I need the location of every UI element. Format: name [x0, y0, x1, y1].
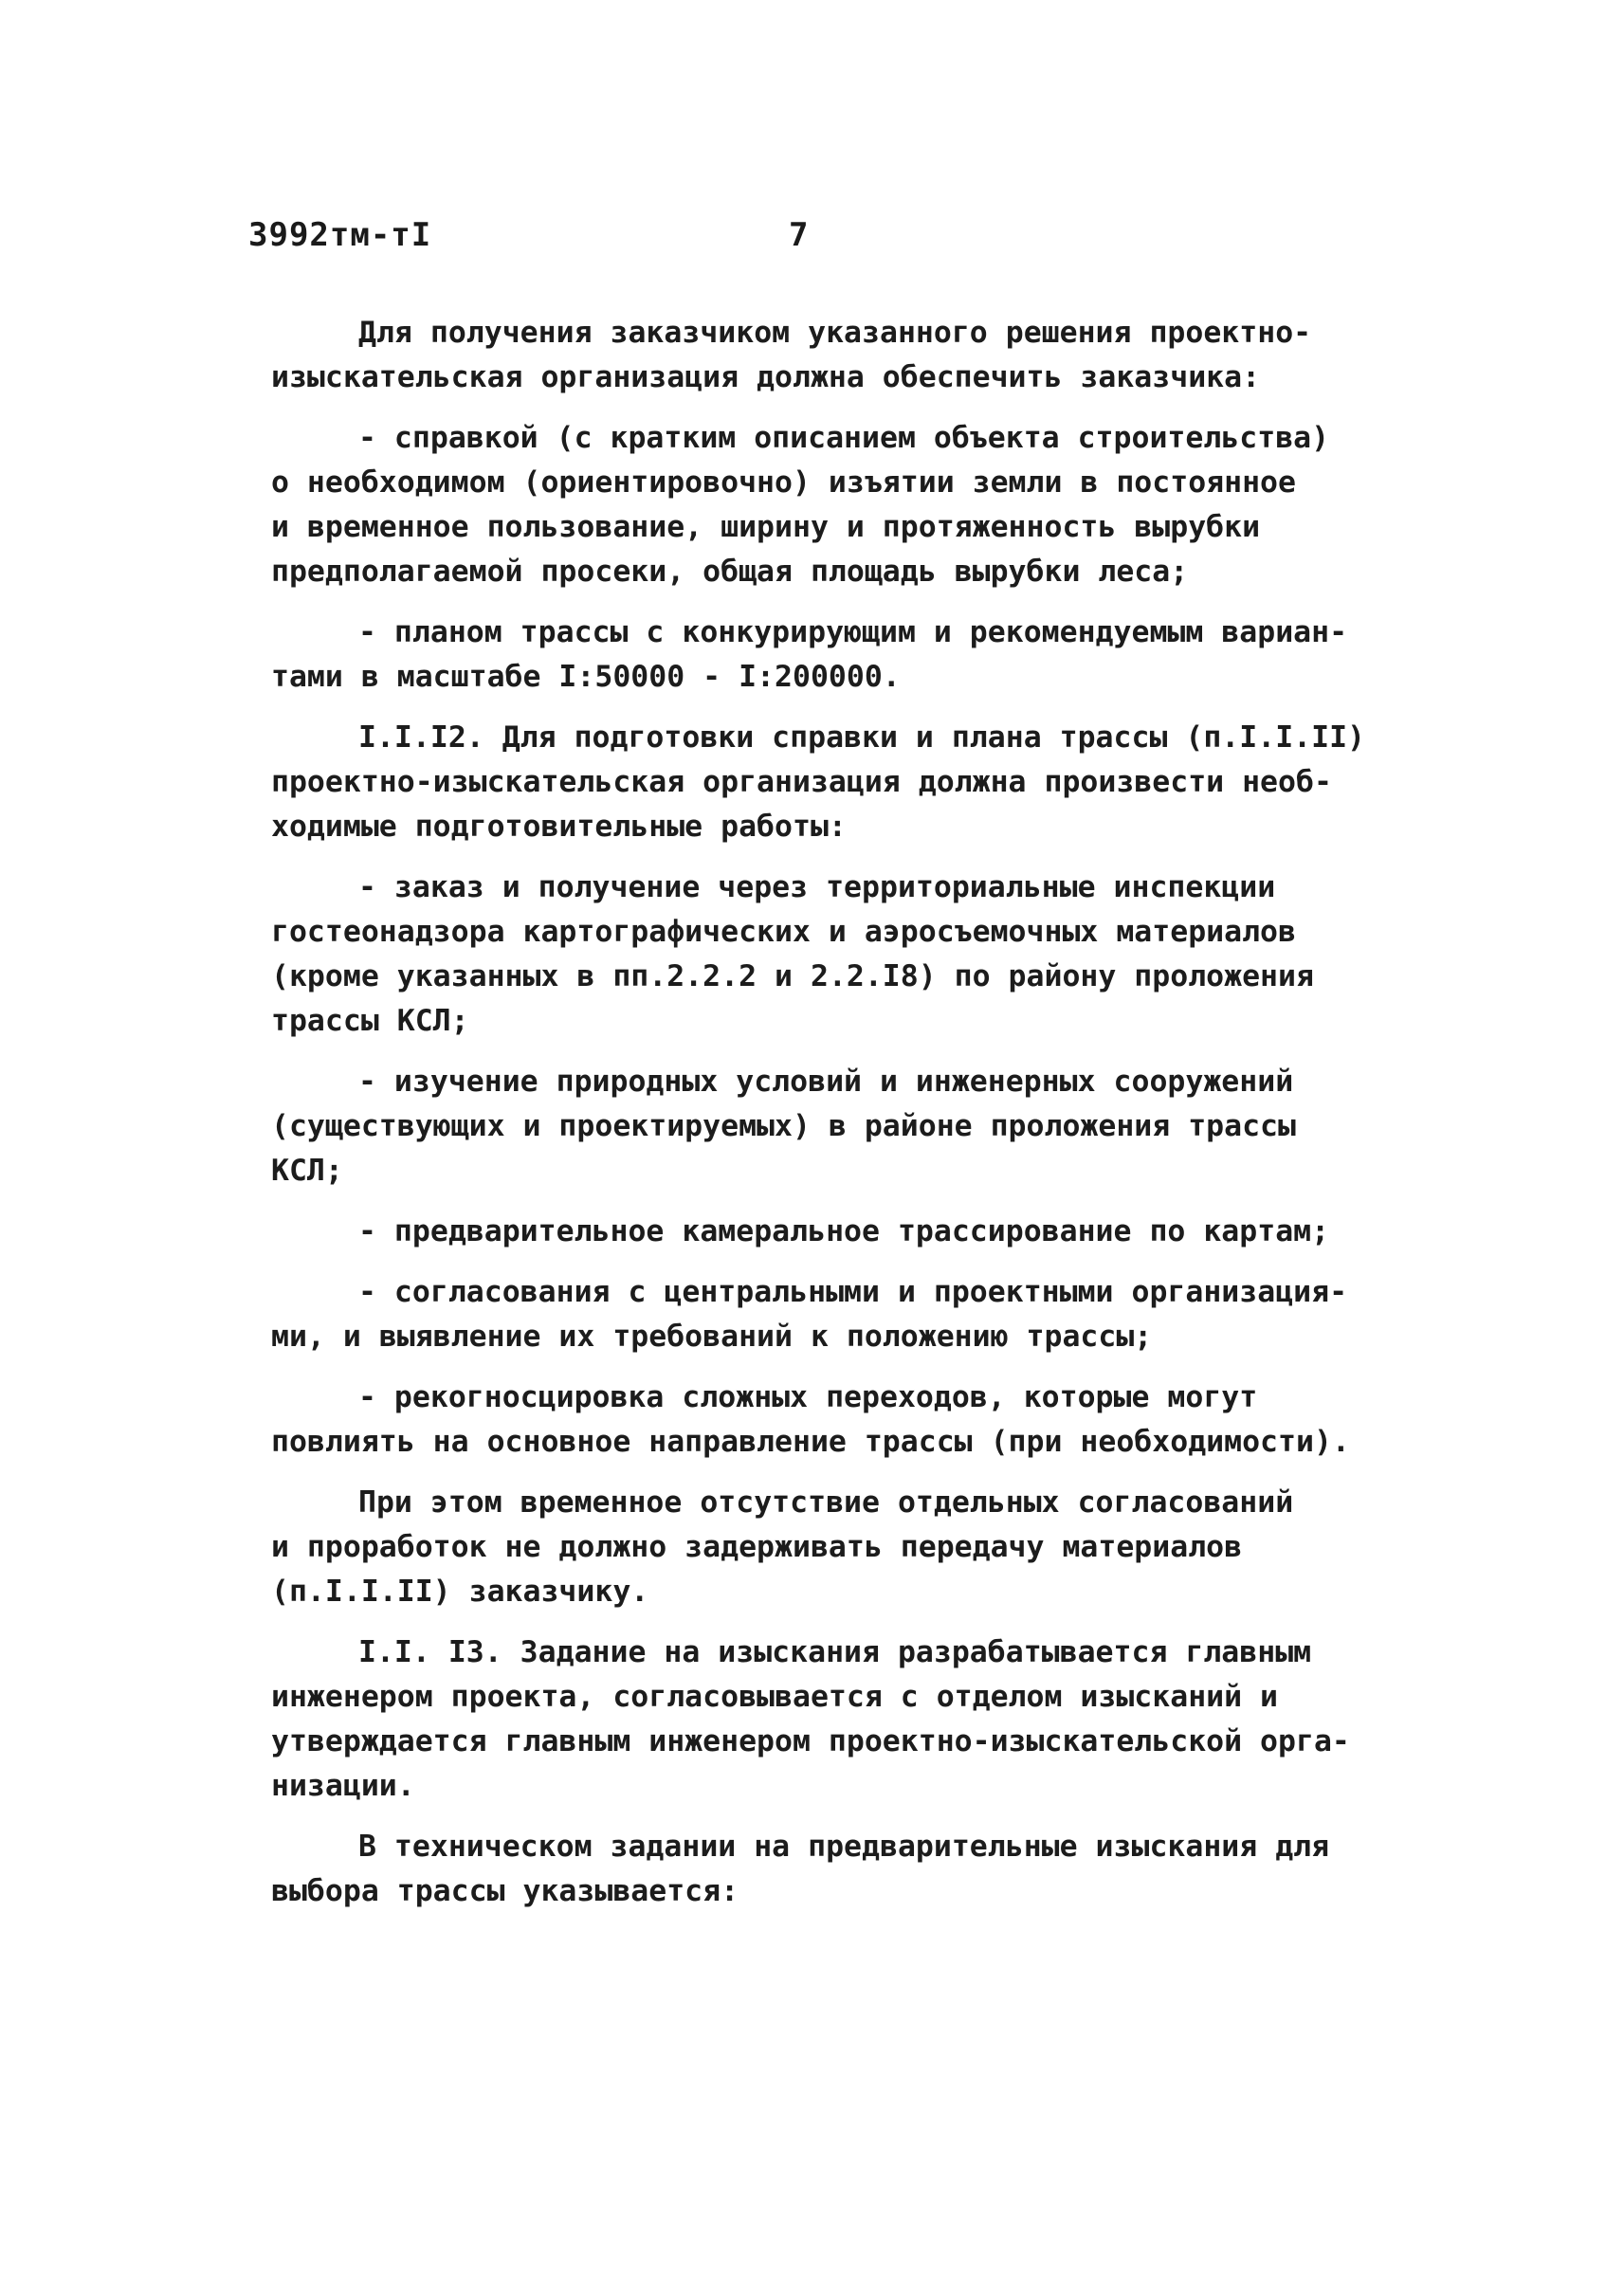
- list-item: [271, 1270, 1409, 1359]
- text-line: При этом временное отсутствие отдельных согласований: [358, 1485, 1294, 1520]
- paragraph: [271, 311, 1409, 400]
- text-line: низации.: [271, 1769, 415, 1803]
- list-item: [271, 1210, 1409, 1254]
- document-body: [271, 311, 1409, 1930]
- text-line: В техническом задании на предварительные изыскания для: [358, 1830, 1330, 1864]
- text-line: (существующих и проектируемых) в районе проложения трассы: [271, 1109, 1296, 1143]
- text-line: изыскательская организация должна обеспечить заказчика:: [271, 360, 1261, 394]
- list-item: [271, 610, 1409, 700]
- section-paragraph: [271, 716, 1409, 849]
- text-line: и временное пользование, ширину и протяженность вырубки: [271, 510, 1261, 544]
- text-line: Для получения заказчиком указанного решения проектно-: [358, 316, 1312, 350]
- text-line: гостеонадзора картографических и аэросъемочных материалов: [271, 915, 1296, 949]
- text-line: (п.I.I.II) заказчику.: [271, 1575, 649, 1609]
- text-line: ходимые подготовительные работы:: [271, 810, 847, 844]
- list-item: [271, 1060, 1409, 1193]
- text-line: - согласования с центральными и проектными организация-: [358, 1275, 1348, 1309]
- list-item: [271, 865, 1409, 1044]
- text-line: - изучение природных условий и инженерных сооружений: [358, 1065, 1294, 1099]
- text-line: повлиять на основное направление трассы (при необходимости).: [271, 1425, 1350, 1459]
- text-line: выбора трассы указывается:: [271, 1874, 739, 1908]
- text-line: утверждается главным инженером проектно-изыскательской орга-: [271, 1724, 1350, 1758]
- page-number: 7: [789, 216, 809, 254]
- section-paragraph: [271, 1630, 1409, 1809]
- text-line: ми, и выявление их требований к положению трассы;: [271, 1320, 1153, 1354]
- list-item: [271, 416, 1409, 594]
- text-line: - рекогносцировка сложных переходов, которые могут: [358, 1380, 1258, 1414]
- text-line: трассы КСЛ;: [271, 1004, 469, 1038]
- text-line: и проработок не должно задерживать передачу материалов: [271, 1530, 1243, 1564]
- text-line: тами в масштабе I:50000 - I:200000.: [271, 660, 901, 694]
- text-line: - планом трассы с конкурирующим и рекомендуемым вариан-: [358, 615, 1348, 649]
- text-line: проектно-изыскательская организация должна произвести необ-: [271, 765, 1332, 799]
- text-line: (кроме указанных в пп.2.2.2 и 2.2.I8) по району проложения: [271, 959, 1314, 993]
- text-line: - справкой (с кратким описанием объекта строительства): [358, 421, 1330, 455]
- text-line: I.I. I3. Задание на изыскания разрабатывается главным: [358, 1635, 1312, 1669]
- paragraph: [271, 1825, 1409, 1914]
- text-line: о необходимом (ориентировочно) изъятии земли в постоянное: [271, 465, 1296, 500]
- document-code: 3992тм-тI: [248, 216, 432, 254]
- list-item: [271, 1375, 1409, 1465]
- text-line: - заказ и получение через территориальные инспекции: [358, 870, 1276, 904]
- text-line: предполагаемой просеки, общая площадь вырубки леса;: [271, 555, 1189, 589]
- text-line: инженером проекта, согласовывается с отделом изысканий и: [271, 1680, 1279, 1714]
- text-line: I.I.I2. Для подготовки справки и плана трассы (п.I.I.II): [358, 720, 1366, 755]
- text-line: - предварительное камеральное трассирование по картам;: [358, 1214, 1330, 1248]
- paragraph: [271, 1481, 1409, 1614]
- text-line: КСЛ;: [271, 1154, 343, 1188]
